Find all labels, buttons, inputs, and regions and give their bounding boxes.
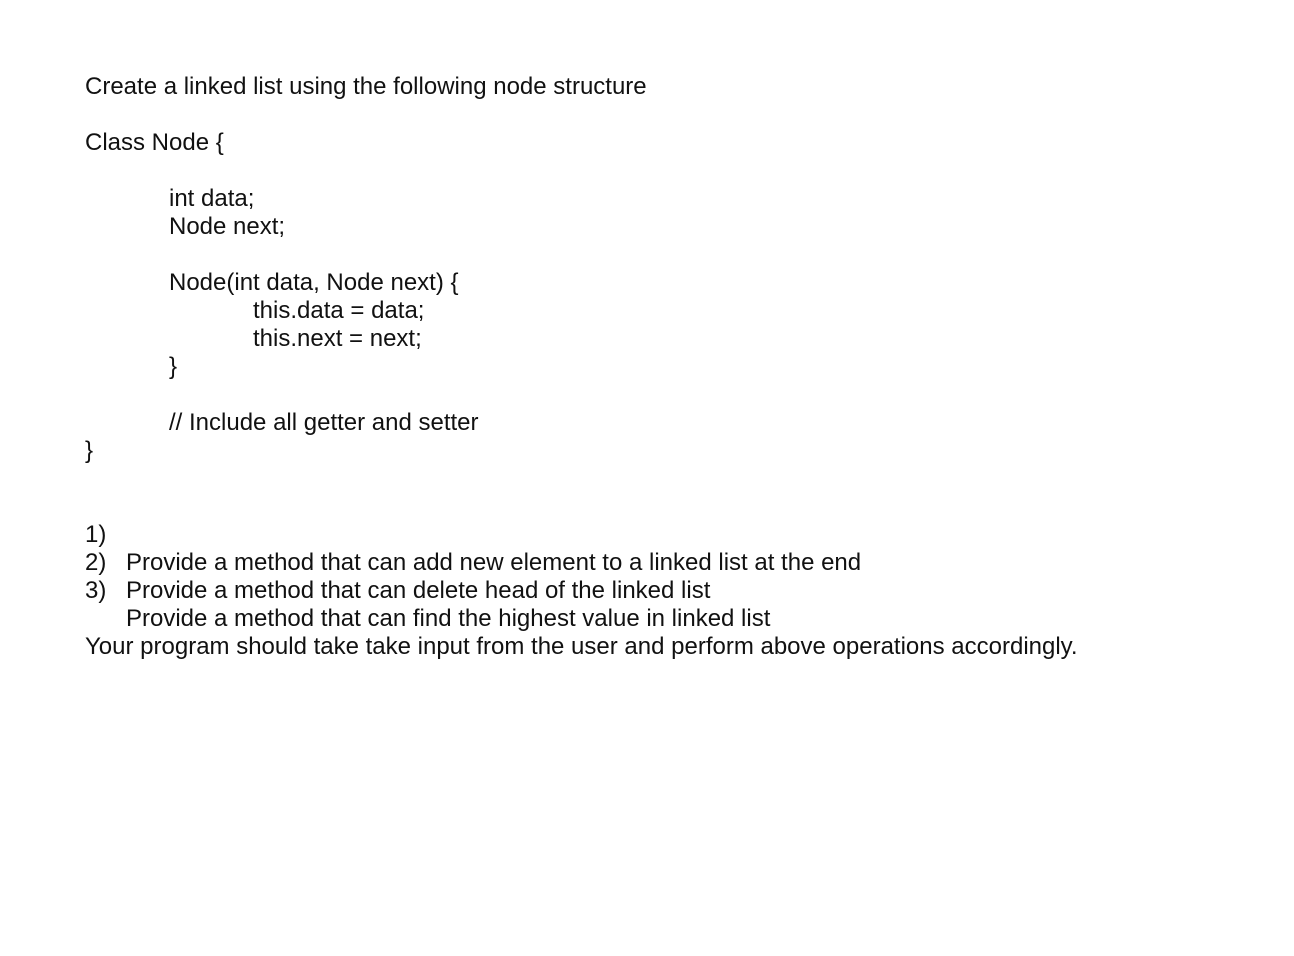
- constructor-signature: Node(int data, Node next) {: [169, 269, 459, 296]
- list-item: [0, 493, 1294, 576]
- constructor-close: }: [169, 353, 178, 380]
- list-item-text: Provide a method that can delete head of the linked list: [126, 577, 711, 604]
- list-item-number: 1): [85, 521, 107, 548]
- field-next: Node next;: [169, 213, 286, 240]
- class-close: }: [85, 437, 94, 464]
- field-data: int data;: [169, 185, 255, 212]
- list-item-text: Provide a method that can find the highest value in linked list: [126, 605, 771, 632]
- assign-next: this.next = next;: [253, 325, 422, 352]
- list-item-text: Provide a method that can add new element to a linked list at the end: [126, 549, 862, 576]
- list-item-number: 2): [85, 549, 107, 576]
- getter-setter-comment: // Include all getter and setter: [169, 409, 479, 436]
- list-item-number: 3): [85, 577, 107, 604]
- class-declaration: Class Node {: [85, 129, 224, 156]
- footer-instruction: Your program should take take input from the user and perform above operations accordingly.: [85, 633, 1078, 660]
- assign-data: this.data = data;: [253, 297, 425, 324]
- intro-text: Create a linked list using the following node structure: [85, 73, 647, 100]
